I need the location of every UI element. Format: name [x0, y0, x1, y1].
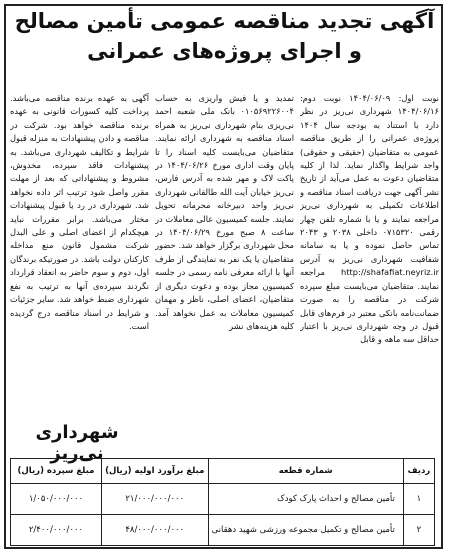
body-column-left: [10, 92, 149, 444]
body-text-left: آگهی به عهده برنده مناقصه می‌باشد. پرداخت کلیه کسورات قانونی به عهده برنده مناقصه خواهد بود. شرکت در مناقصه و دادن پیشنهادات به منزله قبول شرایط و تکالیف شهرداری می‌باشد. به پیشنهادات فاقد سپرده، مخدوش، مشروط و پیشنهاداتی که بعد از مهلت مقرر واصل شود ترتیب اثر داده نخواهد شد. شهرداری در رد یا قبول پیشنهادات مختار می‌باشد. برابر مقررات نباید هیچکدام از اعضای اصلی و علی البدل شرکت مشمول قانون منع مداخله کارکنان دولت باشد. در صورتیکه برندگان اول، دوم و سوم حاضر به انعقاد قرارداد نگردند سپرده‌ی آنها به ترتیب به نفع شهرداری ضبط خواهد شد. سایر جزئیات و شرایط در اسناد مناقصه درج گردیده است.: [10, 93, 149, 331]
notice-title: [10, 6, 439, 66]
row-number: ۱: [403, 484, 434, 515]
header-project-name: شماره قطعه: [208, 459, 403, 484]
title-line-1: آگهی تجدید مناقصه عمومی تأمین مصالح: [14, 9, 435, 33]
body-column-middle: [155, 92, 294, 444]
header-estimate: مبلغ برآورد اولیه (ریال): [101, 459, 208, 484]
body-text-right: نوبت اول: ۱۴۰۴/۰۶/۰۹ نوبت دوم: ۱۴۰۴/۰۶/۱۶ شهرداری نی‌ریز در نظر دارد با استناد به بودجه سال ۱۴۰۴ پروژه‌ی عمرانی را از طریق مناقصه عمومی به متقاضیان (حقیقی و حقوقی) واجد شرایط واگذار نماید. لذا از کلیه متقاضیان دعوت به عمل می‌آید از تاریخ نشر آگهی جهت دریافت اسناد مناقصه و اطلاعات تکمیلی به شهرداری نی‌ریز مراجعه نمایند و یا با شماره تلفن چهار رقمی ۰۷۱۵۳۲۰ داخلی ۲۰۳۸ و ۲۰۴۳ تماس حاصل نموده و یا به سامانه شفافیت شهرداری نی‌ریز به آدرس http://shafafiat.neyriz.ir مراجعه نمایند. متقاضیان می‌بایست مبلغ سپرده شرکت در مناقصه را به صورت ضمانت‌نامه بانکی معتبر در فرم‌های قابل قبول در وجه شهرداری نی‌ریز با اعتبار حداقل سه ماهه و قابل: [300, 93, 439, 345]
header-deposit: مبلغ سپرده (ریال): [11, 459, 102, 484]
table-row: [11, 515, 435, 546]
estimate-amount: ۲۱/۰۰۰/۰۰۰/۰۰۰: [101, 484, 208, 515]
notice-body: [10, 92, 439, 444]
row-number: ۲: [403, 515, 434, 546]
table-row: [11, 484, 435, 515]
project-name: تأمین مصالح و تکمیل مجموعه ورزشی شهید دهقانی: [208, 515, 403, 546]
header-row-number: ردیف: [403, 459, 434, 484]
body-text-middle: تمدید و یا فیش واریزی به حساب ۰۱۰۵۶۹۲۲۶۰۰۴ بانک ملی شعبه احمد نی‌ریزی بنام شهرداری نی‌ریز به همراه اسناد مناقصه به شهرداری ارائه نمایند. متقاضیان می‌بایست کلیه اسناد را تا پایان وقت اداری مورخ ۱۴۰۴/۰۶/۲۶ در پاکت لاک و مهر شده به آدرس فارس، نی‌ریز خیابان آیت الله طالقانی شهرداری نی‌ریز واحد دبیرخانه محرمانه تحویل نمایند. جلسه کمیسیون عالی معاملات در ساعت ۸ صبح مورخ ۱۴۰۴/۰۶/۲۹ در محل شهرداری برگزار خواهد شد. حضور متقاضیان یا یک نفر به نمایندگی از طرف آنها با ارائه معرفی نامه رسمی در جلسه کمیسیون مجاز بوده و دعوت دیگری از متقاضیان، اعضای اصلی، ناظر و مهمان کمیسیون معاملات به عمل نخواهد آمد. کلیه هزینه‌های نشر: [155, 93, 294, 331]
project-name: تأمین مصالح و احداث پارک کودک: [208, 484, 403, 515]
estimate-amount: ۴۸/۰۰۰/۰۰۰/۰۰۰: [101, 515, 208, 546]
table-header-row: [11, 459, 435, 484]
deposit-amount: ۱/۰۵۰/۰۰۰/۰۰۰: [11, 484, 102, 515]
tender-table: [10, 458, 435, 546]
signature: شهرداری نی‌ریز: [35, 422, 119, 464]
deposit-amount: ۲/۴۰۰/۰۰۰/۰۰۰: [11, 515, 102, 546]
body-column-right: [300, 92, 439, 444]
title-line-2: و اجرای پروژه‌های عمرانی: [87, 39, 362, 63]
